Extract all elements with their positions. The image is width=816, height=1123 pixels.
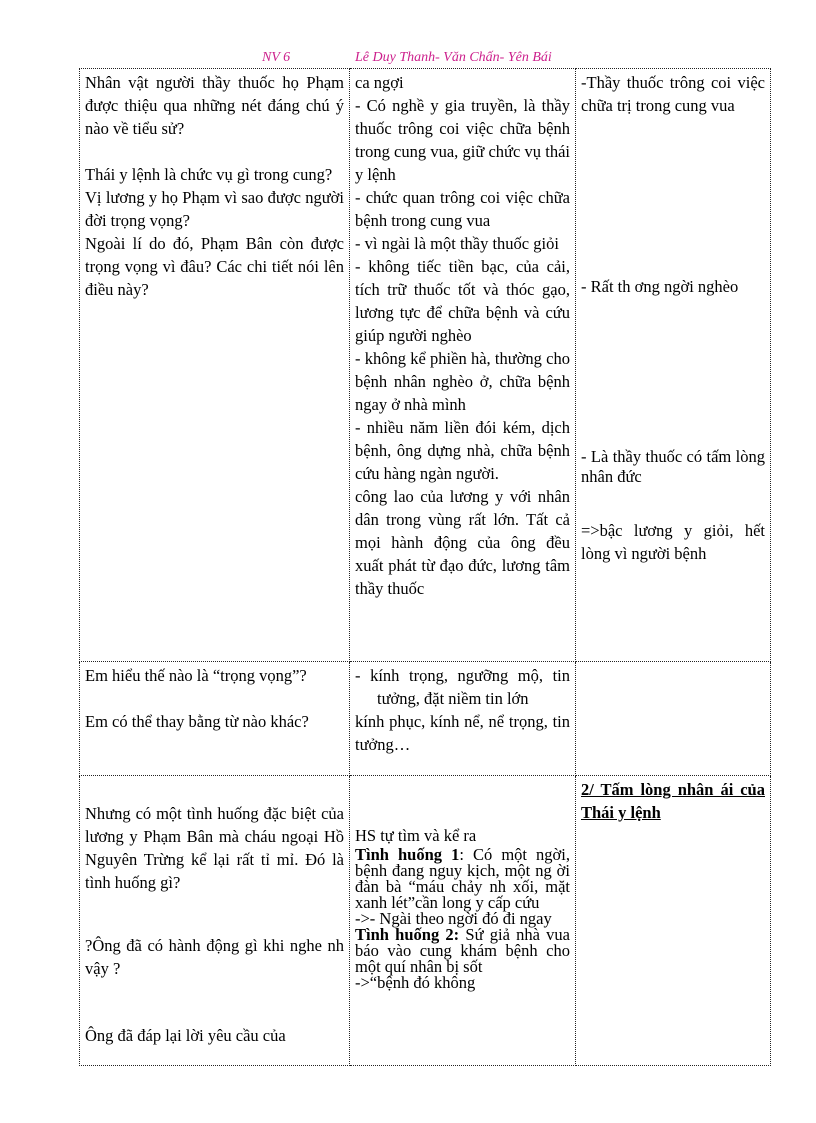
note-text: - Rất th ơng ngời nghèo [581,277,739,296]
question-text: Thái y lệnh là chức vụ gì trong cung? [85,165,333,184]
answer-text: HS tự tìm và kể ra [355,826,477,845]
question-cell [80,776,350,1066]
answer-text: - không kể phiền hà, thường cho bệnh nhân nghèo ở, chữa bệnh ngay ở nhà mình [355,349,570,414]
question-text: Vị lương y họ Phạm vì sao được người đời trọng vọng? [85,188,344,230]
page-header [0,50,816,68]
situation-text: : Có một ngời, bệnh đang nguy kịch, một ng ời đàn bà “máu chảy nh xối, mặt xanh lét”cần long y cấp cứu [355,845,570,912]
answer-cell [350,69,576,662]
table-row [80,69,771,662]
note-text: -Thầy thuốc trông coi việc chữa trị trong cung vua [581,73,765,115]
note-cell [576,776,771,1066]
note-text: =>bậc lương y giỏi, hết lòng vì người bệnh [581,521,765,563]
header-right: Lê Duy Thanh- Văn Chấn- Yên Bái [355,50,552,65]
situation-result: ->“bệnh đó không [355,973,476,992]
situation-label: Tình huống 2: [355,925,460,944]
question-text: Nhân vật người thầy thuốc họ Phạm được thiệu qua những nét đáng chú ý nào về tiểu sử? [85,73,344,138]
answer-text: công lao của lương y với nhân dân trong vùng rất lớn. Tất cả mọi hành động của ông đều xuất phát từ đạo đức, lương tâm thầy thuốc [355,487,570,598]
question-text: Em có thể thay bằng từ nào khác? [85,712,309,731]
header-left: NV 6 [262,50,291,65]
answer-text: ca ngợi [355,73,404,92]
question-cell [80,69,350,662]
answer-text: - Có nghề y gia truyền, là thầy thuốc trông coi việc chữa bệnh trong cung vua, giữ chức vụ thái y lệnh [355,96,570,184]
question-text: Nhưng có một tình huống đặc biệt của lương y Phạm Bân mà cháu ngoại Hồ Nguyên Trừng kể lại rất tỉ mỉ. Đó là tình huống gì? [85,804,344,892]
answer-text: - kính trọng, ngưỡng mộ, tin tưởng, đặt niềm tin lớn [355,666,570,708]
situation-result: ->- Ngài theo ngời đó đi ngay [355,909,552,928]
answer-cell [350,776,576,1066]
note-cell [576,69,771,662]
question-text: Ngoài lí do đó, Phạm Bân còn được trọng vọng vì đâu? Các chi tiết nói lên điều này? [85,234,344,299]
note-text: - Là thầy thuốc có tấm lòng nhân đức [581,447,765,486]
question-cell [80,662,350,776]
question-text: Em hiểu thế nào là “trọng vọng”? [85,666,307,685]
table-row [80,662,771,776]
answer-cell [350,662,576,776]
lesson-table [79,68,771,1066]
answer-text: - không tiếc tiền bạc, của cải, tích trữ thuốc tốt và thóc gạo, lương tực để chữa bệnh và cứu giúp người nghèo [355,257,570,345]
answer-text: - nhiều năm liền đói kém, dịch bệnh, ông dựng nhà, chữa bệnh cứu hàng ngàn người. [355,418,570,483]
situation-label: Tình huống 1 [355,845,460,864]
question-text: Ông đã đáp lại lời yêu cầu của [85,1026,286,1045]
note-cell [576,662,771,776]
answer-text: - chức quan trông coi việc chữa bệnh trong cung vua [355,188,570,230]
answer-text: kính phục, kính nể, nể trọng, tin tưởng… [355,712,570,754]
section-heading: 2/ Tấm lòng nhân ái của Thái y lệnh [581,780,765,822]
table-row [80,776,771,1066]
answer-text: - vì ngài là một thầy thuốc giỏi [355,234,559,253]
situation-1 [355,847,570,911]
situation-text: Sứ giả nhà vua báo vào cung khám bệnh cho một quí nhân bị sốt [355,925,570,976]
question-text: ?Ông đã có hành động gì khi nghe nh vậy ? [85,936,344,978]
situation-2 [355,927,570,975]
